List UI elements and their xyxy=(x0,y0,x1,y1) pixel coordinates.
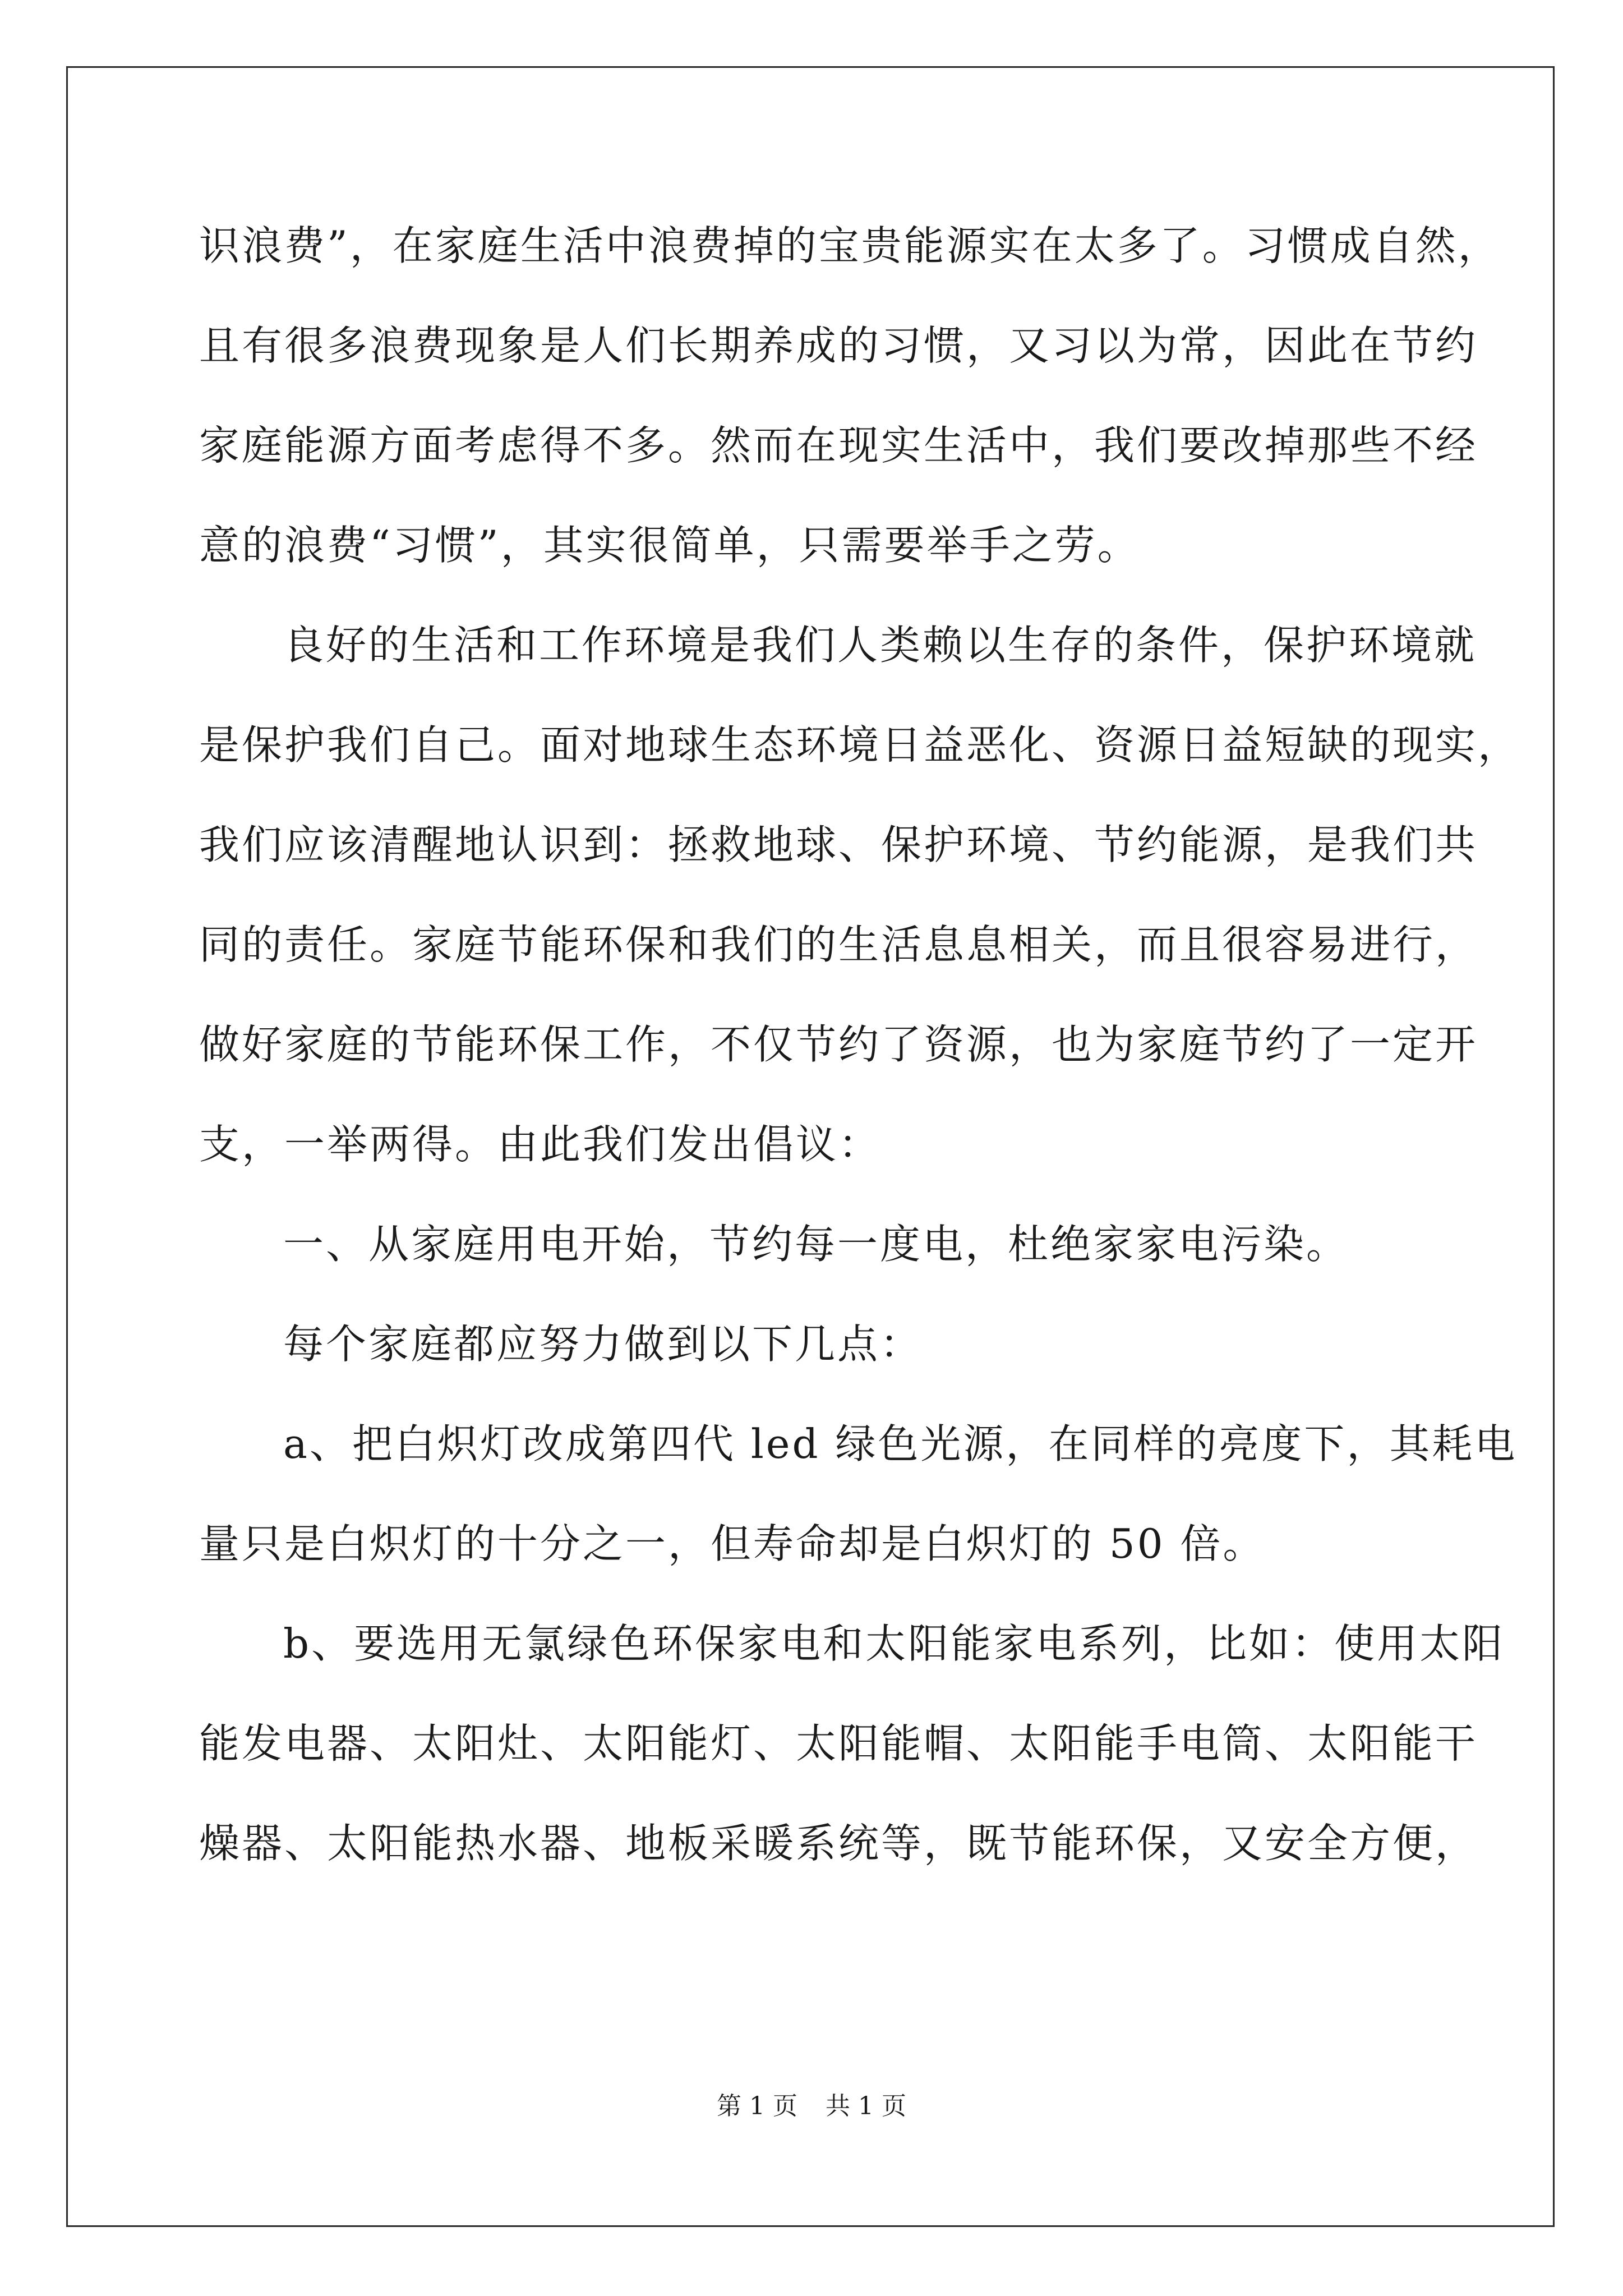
text-line: 良好的生活和工作环境是我们人类赖以生存的条件，保护环境就 xyxy=(283,622,1477,669)
text-line: 能发电器、太阳灶、太阳能灯、太阳能帽、太阳能手电筒、太阳能干 xyxy=(199,1720,1478,1767)
text-line: a、把白炽灯改成第四代 led 绿色光源，在同样的亮度下，其耗电 xyxy=(283,1420,1518,1467)
text-line: 识浪费”，在家庭生活中浪费掉的宝贵能源实在太多了。习惯成自然， xyxy=(199,222,1501,269)
text-line: 意的浪费“习惯”，其实很简单，只需要举手之劳。 xyxy=(199,522,1140,569)
text-line: 是保护我们自己。面对地球生态环境日益恶化、资源日益短缺的现实， xyxy=(199,721,1521,769)
text-line: 一、从家庭用电开始，节约每一度电，杜绝家家电污染。 xyxy=(283,1221,1349,1268)
page-footer xyxy=(0,2090,1623,2123)
text-line: 每个家庭都应努力做到以下几点： xyxy=(283,1320,923,1368)
page-number: 第 1 页 xyxy=(717,2092,797,2120)
text-line: 做好家庭的节能环保工作，不仅节约了资源，也为家庭节约了一定开 xyxy=(199,1021,1478,1068)
text-line: 燥器、太阳能热水器、地板采暖系统等，既节能环保，又安全方便， xyxy=(199,1820,1478,1867)
text-line: 量只是白炽灯的十分之一，但寿命却是白炽灯的 50 倍。 xyxy=(199,1520,1266,1567)
text-line: 且有很多浪费现象是人们长期养成的习惯，又习以为常，因此在节约 xyxy=(199,322,1478,369)
page-total: 共 1 页 xyxy=(826,2092,906,2120)
text-line: 支，一举两得。由此我们发出倡议： xyxy=(199,1121,882,1168)
text-line: b、要选用无氯绿色环保家电和太阳能家电系列，比如：使用太阳 xyxy=(283,1620,1505,1667)
text-line: 家庭能源方面考虑得不多。然而在现实生活中，我们要改掉那些不经 xyxy=(199,422,1478,469)
text-line: 同的责任。家庭节能环保和我们的生活息息相关，而且很容易进行， xyxy=(199,921,1478,968)
text-line: 我们应该清醒地认识到：拯救地球、保护环境、节约能源，是我们共 xyxy=(199,821,1478,868)
